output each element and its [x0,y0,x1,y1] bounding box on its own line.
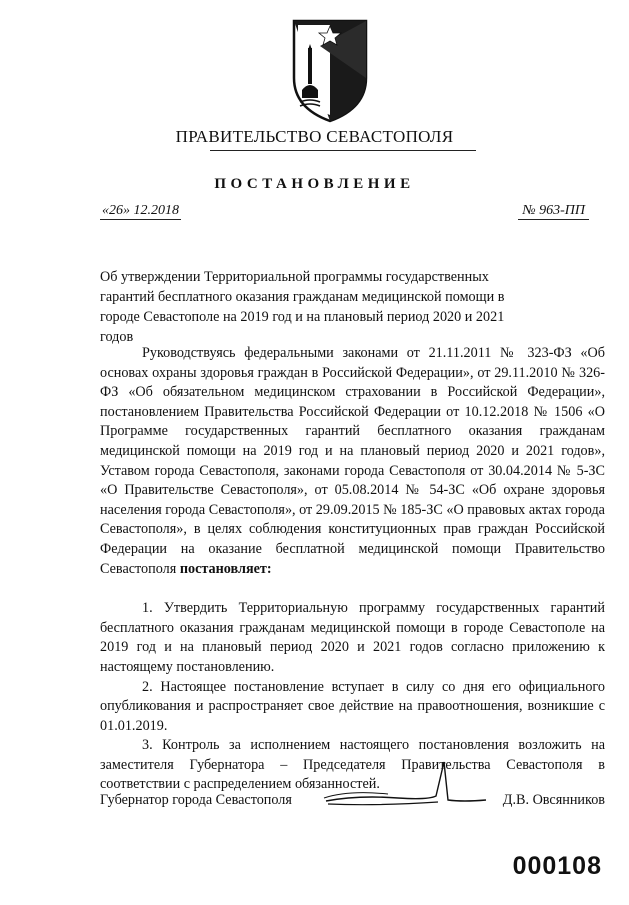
number-value: № 963-ПП [518,203,589,220]
signatory-name: Д.В. Овсянников [502,792,605,808]
document-date [100,203,181,220]
header-divider [210,150,476,151]
document-number [518,203,589,220]
document-type: ПОСТАНОВЛЕНИЕ [214,176,415,192]
date-value: «26» 12.2018 [102,203,179,218]
sevastopol-coat-of-arms-icon [290,18,370,124]
government-name: ПРАВИТЕЛЬСТВО СЕВАСТОПОЛЯ [175,127,454,146]
preamble-text: Руководствуясь федеральными законами от 21.11.2011 № 323-ФЗ «Об основах охраны здоровья граждан в Российской Федерации», от 29.11.2010 № 326-ФЗ «Об обязательном медицинском страховании в Российской Федерации», постановлением Правительства Российской Федерации от 10.12.2018 № 1506 «О Программе государственных гарантий бесплатного оказания гражданам медицинской помощи на 2019 год и на плановый период 2020 и 2021 годов», Уставом города Севастополя, законами города Севастополя от 30.04.2014 № 5-ЗС «О Правительстве Севастополя», от 05.08.2014 № 54-ЗС «Об охране здоровья населения города Севастополя», от 29.09.2015 № 185-ЗС «О правовых актах города Севастополя», в целях соблюдения конституционных прав граждан Российской Федерации на оказание бесплатной медицинской помощи Правительство Севастополя [100,345,605,577]
decree-word: постановляет: [179,560,272,577]
list-item: 3. Контроль за исполнением настоящего постановления возложить на заместителя Губернатора – Председателя Правительства Севастополя в соответствии с распределением обязанностей. [100,737,605,793]
document-body [100,344,605,795]
handwritten-signature-icon [318,760,488,815]
signatory-position: Губернатор города Севастополя [100,792,292,808]
list-item: 2. Настоящее постановление вступает в силу со дня его официального опубликования и распространяет свое действие на правоотношения, возникшие с 01.01.2019. [100,678,605,734]
stamp-number: 000108 [512,852,602,880]
preamble-paragraph [100,344,605,579]
list-item: 1. Утвердить Территориальную программу государственных гарантий бесплатного оказания гражданам медицинской помощи в городе Севастополе на 2019 год и на плановый период 2020 и 2021 годов согласно приложению к настоящему постановлению. [100,600,605,675]
document-title: Об утверждении Территориальной программы государственных гарантий бесплатного оказания гражданам медицинской помощи в городе Севастополе на 2019 год и на плановый период 2020 и 2021 годов [100,269,505,345]
